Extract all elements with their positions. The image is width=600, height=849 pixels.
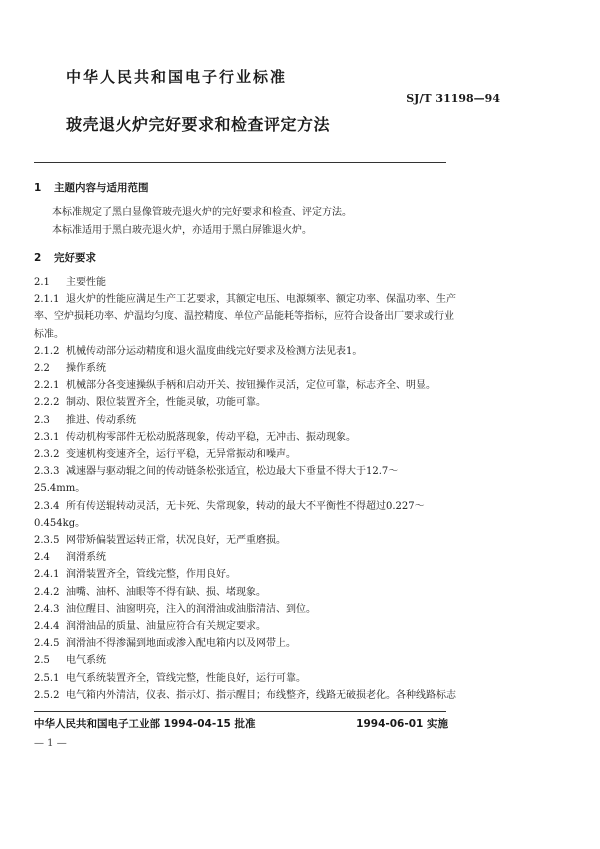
clause-number: 2.5 xyxy=(34,655,50,667)
clause-text: 润滑系统 xyxy=(66,552,106,564)
clause-text: 润滑油不得渗漏到地面或渗入配电箱内以及网带上。 xyxy=(66,638,296,650)
section-1-line: 本标准规定了黑白显像管玻壳退火炉的完好要求和检查、评定方法。 xyxy=(52,207,352,218)
clause-line xyxy=(34,517,85,531)
clause-text: 操作系统 xyxy=(66,363,106,374)
clause-number: 2.3 xyxy=(34,414,50,426)
clause-line xyxy=(34,276,106,290)
section-2-heading xyxy=(34,250,96,265)
clause-text: 率、空炉损耗功率、炉温均匀度、温控精度、单位产品能耗等指标，应符合设备出厂要求或行业 xyxy=(34,311,454,323)
section-number: 1 xyxy=(34,182,42,194)
clause-number: 2.1.1 xyxy=(34,294,60,306)
clause-number: 2.3.4 xyxy=(34,500,60,512)
clause-number: 2.4 xyxy=(34,552,50,564)
clause-number: 2.5.1 xyxy=(34,672,60,684)
clause-text: 0.454kg。 xyxy=(34,517,86,529)
clause-text: 25.4mm。 xyxy=(34,483,86,495)
clause-number: 2.4.5 xyxy=(34,638,60,650)
approval-note: 中华人民共和国电子工业部 1994-04-15 批准 xyxy=(34,718,256,730)
header-divider xyxy=(34,162,446,163)
clause-number: 2.4.3 xyxy=(34,603,60,615)
section-1-heading xyxy=(34,180,149,195)
clause-line xyxy=(34,620,266,634)
clause-text: 推进、传动系统 xyxy=(66,414,136,426)
clause-text: 标准。 xyxy=(34,328,64,340)
section-number: 2 xyxy=(34,252,42,264)
clause-number: 2.4.4 xyxy=(34,621,60,632)
clause-text: 电气箱内外清洁，仪表、指示灯、指示醒目；布线整齐，线路无破损老化。各种线路标志 xyxy=(66,689,456,701)
clause-line xyxy=(34,465,398,479)
clause-number: 2.2.1 xyxy=(34,380,60,392)
clause-line xyxy=(34,586,266,600)
clause-number: 2.3.1 xyxy=(34,431,60,443)
clause-text: 电气系统装置齐全，管线完整，性能良好，运行可靠。 xyxy=(66,672,306,684)
clause-line xyxy=(34,689,456,703)
clause-line xyxy=(34,482,85,496)
clause-line xyxy=(34,654,106,668)
clause-text: 制动、限位装置齐全，性能灵敏，功能可靠。 xyxy=(66,397,266,409)
clause-line xyxy=(34,637,296,651)
clause-line xyxy=(34,293,456,307)
clause-text: 电气系统 xyxy=(66,655,106,667)
implementation-date: 1994-06-01 实施 xyxy=(356,718,448,730)
clause-line xyxy=(34,672,306,686)
clause-line xyxy=(34,396,266,410)
clause-text: 油位醒目、油窗明亮，注入的润滑油或油脂清洁、到位。 xyxy=(66,603,316,615)
clause-line xyxy=(34,551,106,565)
clause-text: 传动机构零部件无松动脱落现象，传动平稳，无冲击、振动现象。 xyxy=(66,431,356,443)
clause-line xyxy=(34,345,362,359)
clause-number: 2.5.2 xyxy=(34,689,60,701)
clause-text: 变速机构变速齐全，运行平稳，无异常振动和噪声。 xyxy=(66,449,296,460)
clause-number: 2.2.2 xyxy=(34,397,60,409)
clause-text: 润滑油品的质量、油量应符合有关规定要求。 xyxy=(66,621,266,632)
clause-text: 所有传送辊转动灵活，无卡死、失常现象，转动的最大不平衡性不得超过0.227～ xyxy=(66,500,425,512)
clause-line xyxy=(34,603,316,617)
clause-line xyxy=(34,362,106,376)
clause-line xyxy=(34,414,136,428)
clause-number: 2.2 xyxy=(34,363,50,374)
clause-text: 机械传动部分运动精度和退火温度曲线完好要求及检测方法见表1。 xyxy=(66,345,363,357)
standard-code: SJ/T 31198—94 xyxy=(406,92,500,105)
clause-number: 2.4.2 xyxy=(34,586,60,598)
clause-text: 网带矫偏装置运转正常，状况良好，无严重磨损。 xyxy=(66,535,286,546)
clause-number: 2.3.3 xyxy=(34,466,60,478)
page-number: — 1 — xyxy=(34,738,67,749)
clause-line xyxy=(34,568,236,582)
clause-line xyxy=(34,500,425,514)
clause-text: 退火炉的性能应满足生产工艺要求，其额定电压、电源频率、额定功率、保温功率、生产 xyxy=(66,294,456,306)
clause-line xyxy=(34,328,64,342)
footer-divider xyxy=(34,711,446,712)
standard-body-title: 中华人民共和国电子行业标准 xyxy=(66,68,288,86)
clause-text: 主要性能 xyxy=(66,277,106,288)
document-title: 玻壳退火炉完好要求和检查评定方法 xyxy=(66,115,331,134)
clause-number: 2.1 xyxy=(34,277,50,288)
section-1-line: 本标准适用于黑白玻壳退火炉，亦适用于黑白屏锥退火炉。 xyxy=(52,225,312,236)
clause-line xyxy=(34,534,286,548)
clause-number: 2.3.5 xyxy=(34,535,60,546)
section-title: 主题内容与适用范围 xyxy=(54,182,149,194)
clause-number: 2.4.1 xyxy=(34,569,60,581)
clause-line xyxy=(34,431,356,445)
clause-line xyxy=(34,379,436,393)
section-title: 完好要求 xyxy=(54,252,96,264)
clause-text: 油嘴、油杯、油眼等不得有缺、损、堵现象。 xyxy=(66,586,266,598)
clause-line xyxy=(34,448,296,462)
clause-line xyxy=(34,310,454,324)
clause-text: 润滑装置齐全，管线完整，作用良好。 xyxy=(66,569,236,581)
clause-text: 减速器与驱动辊之间的传动链条松张适宜，松边最大下垂量不得大于12.7～ xyxy=(66,466,399,478)
clause-number: 2.1.2 xyxy=(34,345,60,357)
clause-text: 机械部分各变速操纵手柄和启动开关、按钮操作灵活，定位可靠，标志齐全、明显。 xyxy=(66,380,436,392)
clause-number: 2.3.2 xyxy=(34,449,60,460)
